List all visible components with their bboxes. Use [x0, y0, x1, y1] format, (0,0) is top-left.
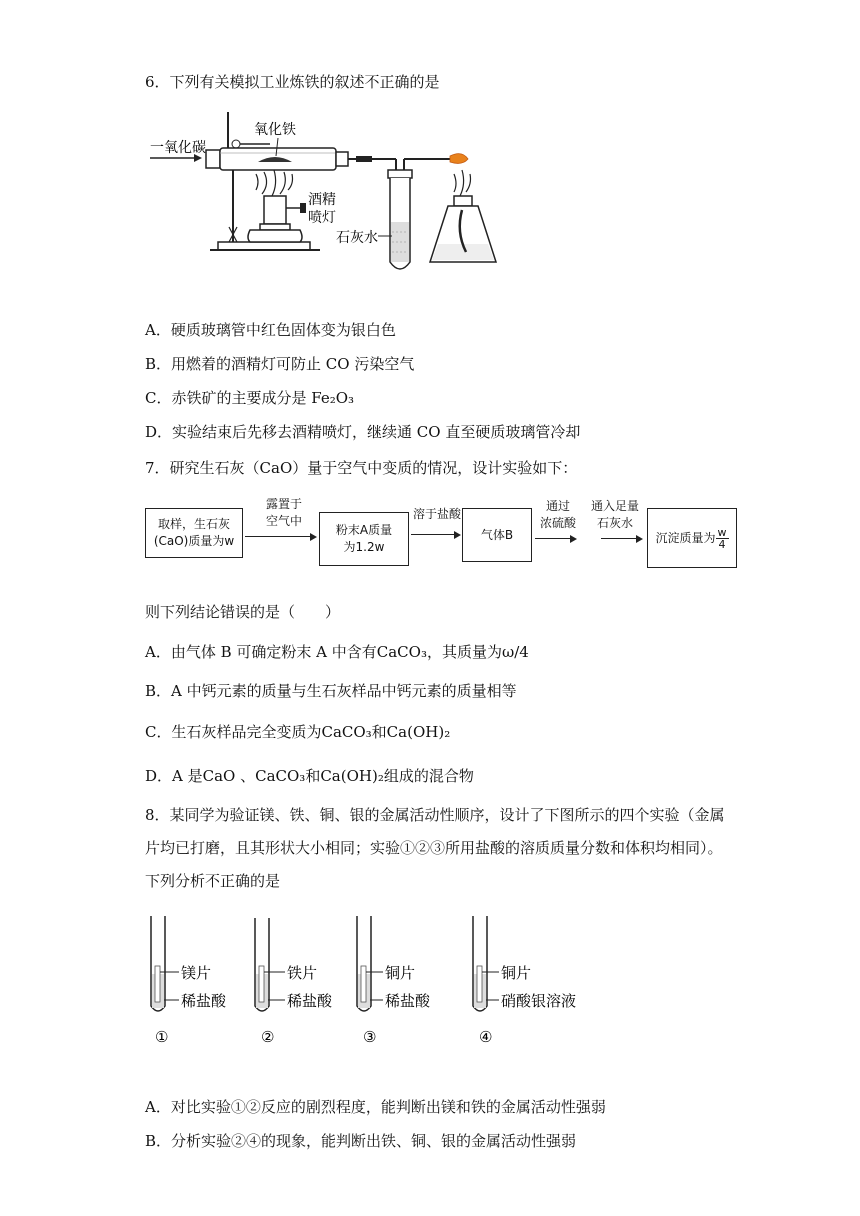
q7-option-a: A．由气体 B 可确定粉末 A 中含有CaCO₃，其质量为ω/4 — [145, 643, 529, 661]
flow-box-sample-line2: (CaO)质量为w — [153, 534, 235, 548]
tube4-number: ④ — [479, 1028, 493, 1046]
test-tube-1 — [151, 916, 227, 1046]
flow-arrow1-label-line1: 露置于 — [265, 497, 302, 511]
tube1-metal-label: 镁片 — [181, 964, 212, 982]
flow-arrow3-label-line1: 通过 — [545, 499, 570, 513]
flow-arrow3-label — [533, 498, 583, 532]
tube2-solution-label: 稀盐酸 — [287, 992, 333, 1010]
flow-box-powder-a-line1: 粉末A质量 — [335, 523, 393, 537]
q7-option-b: B．A 中钙元素的质量与生石灰样品中钙元素的质量相等 — [145, 682, 517, 700]
fe2o3-label: 氧化铁 — [254, 122, 296, 138]
flow-arrow4-label-line1: 通入足量 — [590, 499, 639, 513]
tube4-metal-label: 铜片 — [501, 964, 532, 982]
q6-apparatus-figure — [150, 112, 510, 302]
flow-arrow-1 — [245, 536, 315, 537]
q7-flow-diagram — [145, 494, 745, 574]
iron-smelting-apparatus-diagram — [150, 112, 510, 302]
tube3-number: ③ — [363, 1028, 377, 1046]
q7-option-c: C．生石灰样品完全变质为CaCO₃和Ca(OH)₂ — [145, 723, 451, 741]
q6-option-a: A．硬质玻璃管中红色固体变为银白色 — [145, 321, 396, 339]
flow-arrow3-label-line2: 浓硫酸 — [539, 516, 576, 530]
test-tube-4 — [473, 916, 576, 1046]
flow-arrow1-label — [249, 496, 319, 530]
test-tube-3 — [357, 916, 431, 1046]
test-tube-2 — [255, 918, 333, 1046]
flow-arrow-3 — [535, 538, 575, 539]
tube2-metal-label: 铁片 — [287, 964, 318, 982]
precipitate-fraction — [716, 527, 729, 550]
tube3-solution-label: 稀盐酸 — [385, 992, 431, 1010]
q6-option-c: C．赤铁矿的主要成分是 Fe₂O₃ — [145, 389, 355, 407]
flow-arrow2-label: 溶于盐酸 — [412, 507, 461, 521]
flow-box-gas-b: 气体B — [462, 508, 532, 562]
flow-box-sample-line1: 取样，生石灰 — [157, 517, 230, 531]
tube1-solution-label: 稀盐酸 — [181, 992, 227, 1010]
tube1-number: ① — [155, 1028, 169, 1046]
flow-box-powder-a-line2: 为1.2w — [343, 540, 385, 554]
lamp-label-line1: 酒精 — [308, 192, 336, 208]
q7-stem: 7．研究生石灰（CaO）量于空气中变质的情况，设计实验如下： — [145, 459, 578, 477]
q7-lead: 则下列结论错误的是（ ） — [145, 603, 341, 621]
tube4-solution-label: 硝酸银溶液 — [501, 992, 577, 1010]
flow-box-sample — [145, 508, 243, 558]
precipitate-text: 沉淀质量为 — [655, 530, 716, 545]
q8-test-tubes-figure — [145, 910, 625, 1050]
tube2-number: ② — [261, 1028, 275, 1046]
fraction-numerator: w — [717, 525, 727, 539]
q6-stem: 6．下列有关模拟工业炼铁的叙述不正确的是 — [145, 73, 440, 91]
tube3-metal-label: 铜片 — [385, 964, 416, 982]
q8-option-b: B．分析实验②④的现象，能判断出铁、铜、银的金属活动性强弱 — [145, 1132, 577, 1150]
flow-arrow4-label-line2: 石灰水 — [596, 516, 633, 530]
test-tubes-diagram — [145, 910, 625, 1050]
q8-stem: 8．某同学为验证镁、铁、铜、银的金属活动性顺序，设计了下图所示的四个实验（金属片均已打磨，且其形状大小相同；实验①②③所用盐酸的溶质质量分数和体积均相同）。下列分析不正确的是 — [145, 806, 725, 890]
flow-arrow-2 — [411, 534, 459, 535]
limewater-label: 石灰水 — [336, 230, 378, 246]
lamp-label-line2: 喷灯 — [308, 210, 336, 226]
fraction-denominator: 4 — [718, 537, 726, 551]
q6-option-b: B．用燃着的酒精灯可防止 CO 污染空气 — [145, 355, 415, 373]
flow-arrow-4 — [601, 538, 641, 539]
q7-option-d: D．A 是CaO 、CaCO₃和Ca(OH)₂组成的混合物 — [145, 767, 474, 785]
flow-box-powder-a — [319, 512, 409, 566]
co-inlet-label: 一氧化碳 — [150, 140, 206, 156]
q6-option-d: D．实验结束后先移去酒精喷灯，继续通 CO 直至硬质玻璃管冷却 — [145, 423, 581, 441]
flow-arrow4-label — [585, 498, 645, 532]
flow-arrow1-label-line2: 空气中 — [265, 514, 302, 528]
q8-option-a: A．对比实验①②反应的剧烈程度，能判断出镁和铁的金属活动性强弱 — [145, 1098, 606, 1116]
flow-box-precipitate — [647, 508, 737, 568]
